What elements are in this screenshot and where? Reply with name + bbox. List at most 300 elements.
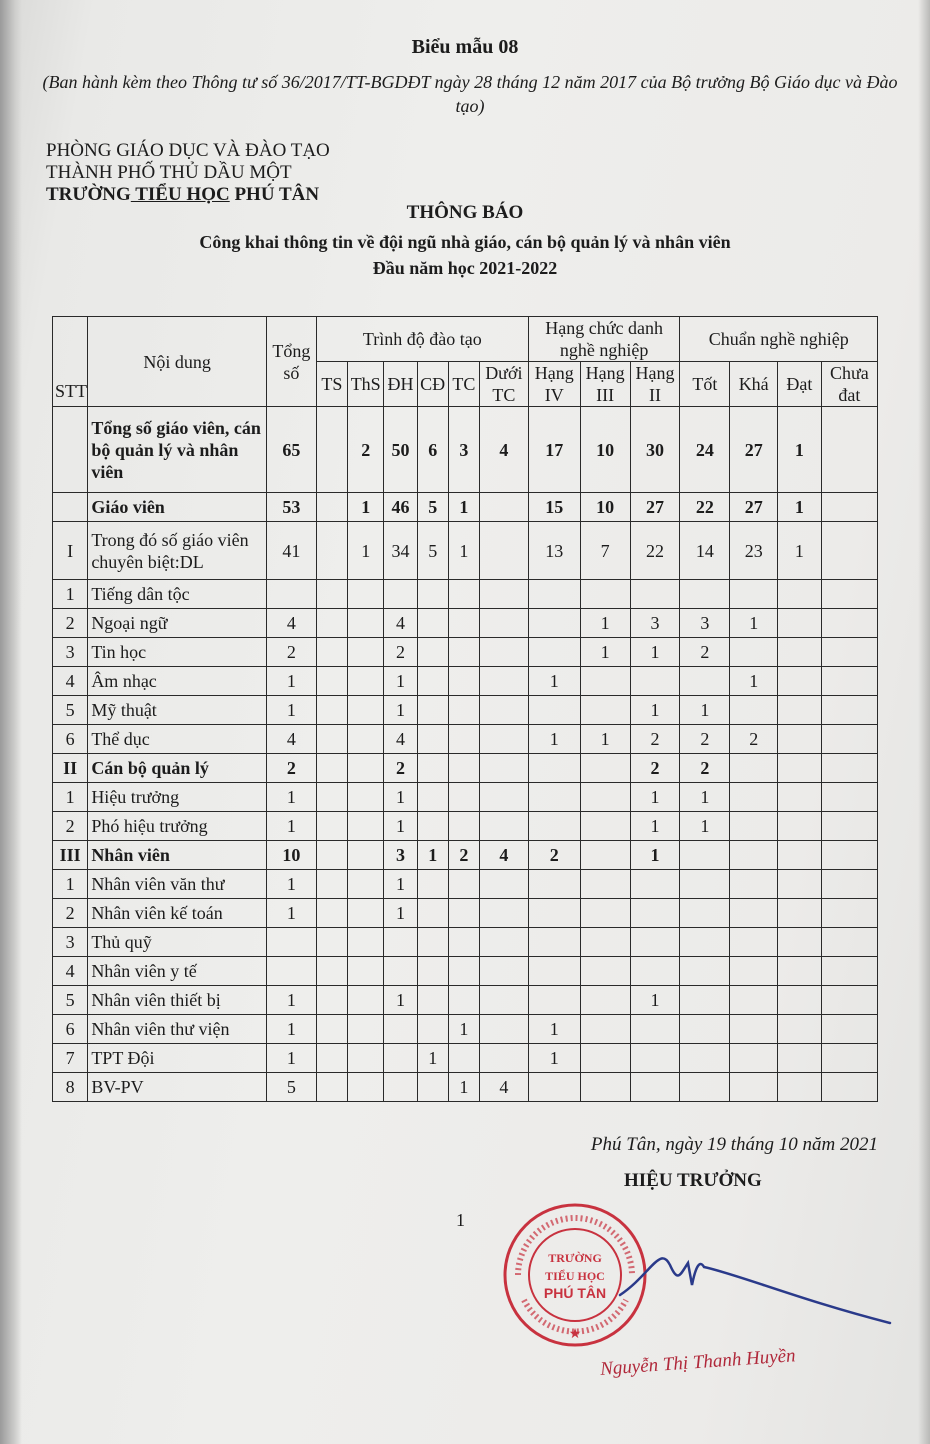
cell-total: 1 — [267, 783, 317, 812]
cell-cd — [417, 725, 448, 754]
principal-title: HIỆU TRƯỞNG — [624, 1170, 762, 1191]
cell-dh: 4 — [384, 725, 417, 754]
cell-fail — [821, 870, 877, 899]
cell-rank-3 — [580, 986, 630, 1015]
row-stt: 2 — [53, 899, 88, 928]
cell-rank-4 — [528, 696, 580, 725]
cell-dh — [384, 580, 417, 609]
row-stt: 1 — [53, 870, 88, 899]
cell-good: 3 — [680, 609, 730, 638]
cell-rank-4: 13 — [528, 522, 580, 580]
cell-pass — [778, 638, 822, 667]
cell-cd — [417, 638, 448, 667]
cell-good: 1 — [680, 812, 730, 841]
cell-below-tc — [479, 899, 528, 928]
cell-below-tc — [479, 522, 528, 580]
row-label: Cán bộ quản lý — [88, 754, 267, 783]
cell-fail — [821, 638, 877, 667]
cell-cd — [417, 696, 448, 725]
cell-good: 14 — [680, 522, 730, 580]
row-stt: 2 — [53, 812, 88, 841]
cell-rank-4 — [528, 928, 580, 957]
cell-rank-3 — [580, 812, 630, 841]
cell-below-tc — [479, 580, 528, 609]
cell-fail — [821, 928, 877, 957]
cell-pass — [778, 841, 822, 870]
cell-cd — [417, 957, 448, 986]
cell-total: 53 — [267, 493, 317, 522]
cell-fail — [821, 1073, 877, 1102]
cell-rank-3 — [580, 957, 630, 986]
row-stt: 5 — [53, 986, 88, 1015]
row-stt: 2 — [53, 609, 88, 638]
row-stt — [53, 407, 88, 493]
row-stt: 1 — [53, 580, 88, 609]
cell-total: 1 — [267, 696, 317, 725]
cell-rank-3 — [580, 580, 630, 609]
cell-cd — [417, 812, 448, 841]
cell-ts — [316, 986, 347, 1015]
cell-pass — [778, 870, 822, 899]
cell-ts — [316, 580, 347, 609]
row-label: TPT Đội — [88, 1044, 267, 1073]
cell-fail — [821, 1015, 877, 1044]
cell-cd — [417, 1073, 448, 1102]
cell-pass — [778, 899, 822, 928]
row-label: Nhân viên — [88, 841, 267, 870]
cell-rank-2: 2 — [630, 725, 680, 754]
cell-good — [680, 870, 730, 899]
svg-text:PHÚ TÂN: PHÚ TÂN — [543, 1285, 607, 1301]
table-body — [53, 317, 878, 1102]
cell-fair — [730, 1015, 778, 1044]
cell-rank-2: 30 — [630, 407, 680, 493]
row-label: Trong đó số giáo viên chuyên biệt:DL — [88, 522, 267, 580]
cell-ts — [316, 957, 347, 986]
header-rank-3: Hạng III — [580, 362, 630, 407]
cell-tc — [448, 899, 479, 928]
cell-total: 1 — [267, 986, 317, 1015]
header-pass: Đạt — [778, 362, 822, 407]
cell-ths — [348, 696, 384, 725]
cell-fair — [730, 986, 778, 1015]
cell-cd: 5 — [417, 522, 448, 580]
cell-rank-3 — [580, 1044, 630, 1073]
table-row — [53, 725, 878, 754]
table-row — [53, 609, 878, 638]
cell-ts — [316, 725, 347, 754]
cell-fair — [730, 899, 778, 928]
cell-dh: 4 — [384, 609, 417, 638]
row-stt: 4 — [53, 957, 88, 986]
cell-dh: 1 — [384, 667, 417, 696]
cell-fair: 1 — [730, 667, 778, 696]
cell-tc — [448, 783, 479, 812]
cell-rank-3: 1 — [580, 725, 630, 754]
cell-rank-2 — [630, 667, 680, 696]
cell-cd — [417, 870, 448, 899]
cell-fail — [821, 696, 877, 725]
cell-fair — [730, 580, 778, 609]
cell-cd — [417, 667, 448, 696]
notice-subtitle: Công khai thông tin về đội ngũ nhà giáo, cán bộ quản lý và nhân viên — [199, 232, 731, 252]
cell-pass — [778, 725, 822, 754]
cell-fail — [821, 407, 877, 493]
cell-ts — [316, 609, 347, 638]
cell-ts — [316, 1015, 347, 1044]
cell-total: 2 — [267, 754, 317, 783]
row-label: Phó hiệu trưởng — [88, 812, 267, 841]
cell-rank-3: 7 — [580, 522, 630, 580]
cell-rank-4 — [528, 638, 580, 667]
table-row — [53, 1044, 878, 1073]
cell-total: 1 — [267, 870, 317, 899]
cell-rank-2 — [630, 580, 680, 609]
cell-rank-3 — [580, 783, 630, 812]
row-label: Tổng số giáo viên, cán bộ quản lý và nhân viên — [88, 407, 267, 493]
cell-rank-4 — [528, 812, 580, 841]
cell-pass — [778, 783, 822, 812]
table-row — [53, 580, 878, 609]
cell-fair — [730, 1044, 778, 1073]
row-label: Giáo viên — [88, 493, 267, 522]
cell-cd — [417, 928, 448, 957]
cell-ts — [316, 870, 347, 899]
principal-signature-icon — [600, 1205, 900, 1325]
cell-tc — [448, 957, 479, 986]
cell-rank-3: 1 — [580, 609, 630, 638]
cell-dh — [384, 1044, 417, 1073]
cell-fair: 27 — [730, 407, 778, 493]
cell-dh: 1 — [384, 870, 417, 899]
cell-ts — [316, 754, 347, 783]
cell-rank-2 — [630, 928, 680, 957]
row-stt: 7 — [53, 1044, 88, 1073]
cell-fair — [730, 812, 778, 841]
cell-rank-4: 1 — [528, 667, 580, 696]
table-row — [53, 812, 878, 841]
header-cd: CĐ — [417, 362, 448, 407]
cell-dh: 2 — [384, 638, 417, 667]
cell-ths — [348, 841, 384, 870]
cell-below-tc — [479, 609, 528, 638]
cell-ts — [316, 493, 347, 522]
cell-below-tc — [479, 667, 528, 696]
cell-fair: 23 — [730, 522, 778, 580]
cell-dh: 34 — [384, 522, 417, 580]
cell-cd — [417, 609, 448, 638]
table-row — [53, 841, 878, 870]
cell-fail — [821, 1044, 877, 1073]
cell-rank-2 — [630, 870, 680, 899]
cell-tc: 2 — [448, 841, 479, 870]
header-fair: Khá — [730, 362, 778, 407]
cell-good — [680, 1015, 730, 1044]
cell-good: 2 — [680, 638, 730, 667]
cell-good: 2 — [680, 725, 730, 754]
row-label: Nhân viên thiết bị — [88, 986, 267, 1015]
place-and-date: Phú Tân, ngày 19 tháng 10 năm 2021 — [590, 1134, 878, 1155]
cell-fail — [821, 812, 877, 841]
cell-good — [680, 580, 730, 609]
row-stt: 3 — [53, 928, 88, 957]
row-label: Nhân viên thư viện — [88, 1015, 267, 1044]
table-row — [53, 986, 878, 1015]
cell-total: 41 — [267, 522, 317, 580]
cell-fair — [730, 783, 778, 812]
cell-ths — [348, 928, 384, 957]
cell-ts — [316, 522, 347, 580]
cell-cd — [417, 783, 448, 812]
table-row — [53, 696, 878, 725]
cell-rank-3 — [580, 899, 630, 928]
page-number: 1 — [456, 1210, 465, 1230]
cell-fail — [821, 986, 877, 1015]
row-label: Tin học — [88, 638, 267, 667]
cell-tc — [448, 667, 479, 696]
cell-fair: 2 — [730, 725, 778, 754]
issued-by-note: (Ban hành kèm theo Thông tư số 36/2017/TT-BGDĐT ngày 28 tháng 12 năm 2017 của Bộ trưởng Bộ Giáo dục và Đào tạo) — [42, 72, 898, 116]
cell-rank-2: 1 — [630, 696, 680, 725]
cell-total — [267, 580, 317, 609]
header-fail: Chưa đat — [821, 362, 877, 407]
cell-ths — [348, 1073, 384, 1102]
cell-dh — [384, 1073, 417, 1102]
cell-ths — [348, 1015, 384, 1044]
cell-rank-4 — [528, 1073, 580, 1102]
cell-rank-2 — [630, 1015, 680, 1044]
header-stt: STT — [53, 317, 88, 407]
cell-fail — [821, 580, 877, 609]
cell-rank-2: 1 — [630, 638, 680, 667]
cell-pass — [778, 986, 822, 1015]
cell-rank-3 — [580, 870, 630, 899]
cell-tc — [448, 986, 479, 1015]
cell-tc — [448, 928, 479, 957]
header-below-tc: Dưới TC — [479, 362, 528, 407]
cell-good — [680, 899, 730, 928]
cell-ths — [348, 725, 384, 754]
cell-ths — [348, 609, 384, 638]
cell-rank-4 — [528, 957, 580, 986]
cell-pass — [778, 1015, 822, 1044]
cell-total: 5 — [267, 1073, 317, 1102]
row-label: Nhân viên y tế — [88, 957, 267, 986]
row-label: Thủ quỹ — [88, 928, 267, 957]
cell-pass — [778, 957, 822, 986]
cell-dh: 3 — [384, 841, 417, 870]
cell-tc: 1 — [448, 493, 479, 522]
cell-pass — [778, 696, 822, 725]
cell-below-tc: 4 — [479, 841, 528, 870]
cell-fair — [730, 638, 778, 667]
cell-rank-2 — [630, 957, 680, 986]
cell-ts — [316, 928, 347, 957]
cell-total: 1 — [267, 1044, 317, 1073]
cell-fail — [821, 841, 877, 870]
cell-dh: 1 — [384, 812, 417, 841]
cell-below-tc — [479, 812, 528, 841]
cell-fail — [821, 667, 877, 696]
cell-fair — [730, 841, 778, 870]
cell-good — [680, 928, 730, 957]
cell-good: 1 — [680, 696, 730, 725]
header-tc: TC — [448, 362, 479, 407]
row-stt: 6 — [53, 1015, 88, 1044]
cell-rank-2: 1 — [630, 812, 680, 841]
header-rank-4: Hạng IV — [528, 362, 580, 407]
header-good: Tốt — [680, 362, 730, 407]
cell-fair — [730, 754, 778, 783]
cell-rank-3: 1 — [580, 638, 630, 667]
cell-rank-2: 27 — [630, 493, 680, 522]
cell-fair — [730, 696, 778, 725]
org-line-1: PHÒNG GIÁO DỤC VÀ ĐÀO TẠO — [46, 140, 330, 161]
header-training-level: Trình độ đào tạo — [316, 317, 528, 362]
cell-below-tc — [479, 493, 528, 522]
cell-pass — [778, 1073, 822, 1102]
cell-total: 4 — [267, 609, 317, 638]
header-content: Nội dung — [88, 317, 267, 407]
cell-below-tc — [479, 638, 528, 667]
cell-cd: 1 — [417, 1044, 448, 1073]
cell-dh — [384, 928, 417, 957]
table-row — [53, 493, 878, 522]
cell-cd — [417, 986, 448, 1015]
cell-pass — [778, 812, 822, 841]
cell-ts — [316, 1044, 347, 1073]
cell-pass — [778, 580, 822, 609]
cell-rank-3 — [580, 667, 630, 696]
cell-rank-4 — [528, 899, 580, 928]
row-label: BV-PV — [88, 1073, 267, 1102]
cell-tc — [448, 812, 479, 841]
cell-pass: 1 — [778, 407, 822, 493]
cell-dh — [384, 957, 417, 986]
cell-total: 1 — [267, 1015, 317, 1044]
row-label: Hiệu trưởng — [88, 783, 267, 812]
signer-name: Nguyễn Thị Thanh Huyền — [599, 1345, 797, 1380]
row-stt: 4 — [53, 667, 88, 696]
cell-fail — [821, 754, 877, 783]
cell-good: 2 — [680, 754, 730, 783]
cell-dh: 2 — [384, 754, 417, 783]
cell-good: 1 — [680, 783, 730, 812]
cell-dh: 1 — [384, 696, 417, 725]
cell-rank-2: 1 — [630, 986, 680, 1015]
cell-good: 22 — [680, 493, 730, 522]
cell-rank-4: 17 — [528, 407, 580, 493]
cell-ths — [348, 899, 384, 928]
cell-fail — [821, 783, 877, 812]
cell-below-tc — [479, 957, 528, 986]
row-label: Thể dục — [88, 725, 267, 754]
cell-cd — [417, 754, 448, 783]
cell-below-tc: 4 — [479, 407, 528, 493]
row-label: Nhân viên kế toán — [88, 899, 267, 928]
cell-tc — [448, 870, 479, 899]
cell-total: 10 — [267, 841, 317, 870]
cell-ths — [348, 638, 384, 667]
cell-rank-4 — [528, 754, 580, 783]
cell-dh: 1 — [384, 986, 417, 1015]
cell-rank-3 — [580, 696, 630, 725]
cell-cd — [417, 580, 448, 609]
school-name-part-2: TIỂU HỌC — [130, 184, 230, 205]
cell-rank-3 — [580, 1073, 630, 1102]
cell-tc — [448, 1044, 479, 1073]
svg-text:TRƯỜNG: TRƯỜNG — [548, 1251, 602, 1265]
row-stt: I — [53, 522, 88, 580]
cell-ts — [316, 638, 347, 667]
cell-tc — [448, 609, 479, 638]
cell-total: 1 — [267, 667, 317, 696]
header-ts: TS — [316, 362, 347, 407]
school-name-part-3: PHÚ TÂN — [229, 184, 320, 205]
row-stt: III — [53, 841, 88, 870]
cell-ts — [316, 841, 347, 870]
row-stt — [53, 493, 88, 522]
cell-total: 1 — [267, 812, 317, 841]
cell-ths: 1 — [348, 493, 384, 522]
cell-ts — [316, 407, 347, 493]
cell-rank-3: 10 — [580, 493, 630, 522]
cell-ts — [316, 899, 347, 928]
cell-rank-2: 2 — [630, 754, 680, 783]
cell-rank-2: 1 — [630, 783, 680, 812]
cell-rank-4: 15 — [528, 493, 580, 522]
cell-rank-4 — [528, 986, 580, 1015]
cell-tc — [448, 580, 479, 609]
svg-text:★: ★ — [568, 1327, 582, 1342]
row-stt: 6 — [53, 725, 88, 754]
cell-ths — [348, 812, 384, 841]
row-stt: 5 — [53, 696, 88, 725]
cell-pass — [778, 1044, 822, 1073]
cell-total: 4 — [267, 725, 317, 754]
cell-fail — [821, 899, 877, 928]
cell-rank-4 — [528, 580, 580, 609]
cell-pass: 1 — [778, 522, 822, 580]
row-label: Tiếng dân tộc — [88, 580, 267, 609]
header-professional-standard: Chuẩn nghề nghiệp — [680, 317, 878, 362]
cell-good — [680, 1073, 730, 1102]
cell-cd — [417, 899, 448, 928]
cell-rank-4 — [528, 870, 580, 899]
cell-below-tc — [479, 783, 528, 812]
cell-below-tc — [479, 928, 528, 957]
cell-rank-2 — [630, 899, 680, 928]
table-row — [53, 667, 878, 696]
header-row-1 — [53, 317, 878, 362]
cell-rank-2 — [630, 1044, 680, 1073]
cell-tc — [448, 638, 479, 667]
table-row — [53, 407, 878, 493]
cell-fail — [821, 725, 877, 754]
cell-fail — [821, 493, 877, 522]
cell-pass — [778, 667, 822, 696]
cell-below-tc — [479, 870, 528, 899]
row-label: Âm nhạc — [88, 667, 267, 696]
row-stt: 1 — [53, 783, 88, 812]
table-row — [53, 957, 878, 986]
cell-total: 65 — [267, 407, 317, 493]
cell-cd — [417, 1015, 448, 1044]
header-ths: ThS — [348, 362, 384, 407]
cell-fail — [821, 522, 877, 580]
staff-statistics-table — [52, 316, 878, 1102]
table-row — [53, 638, 878, 667]
